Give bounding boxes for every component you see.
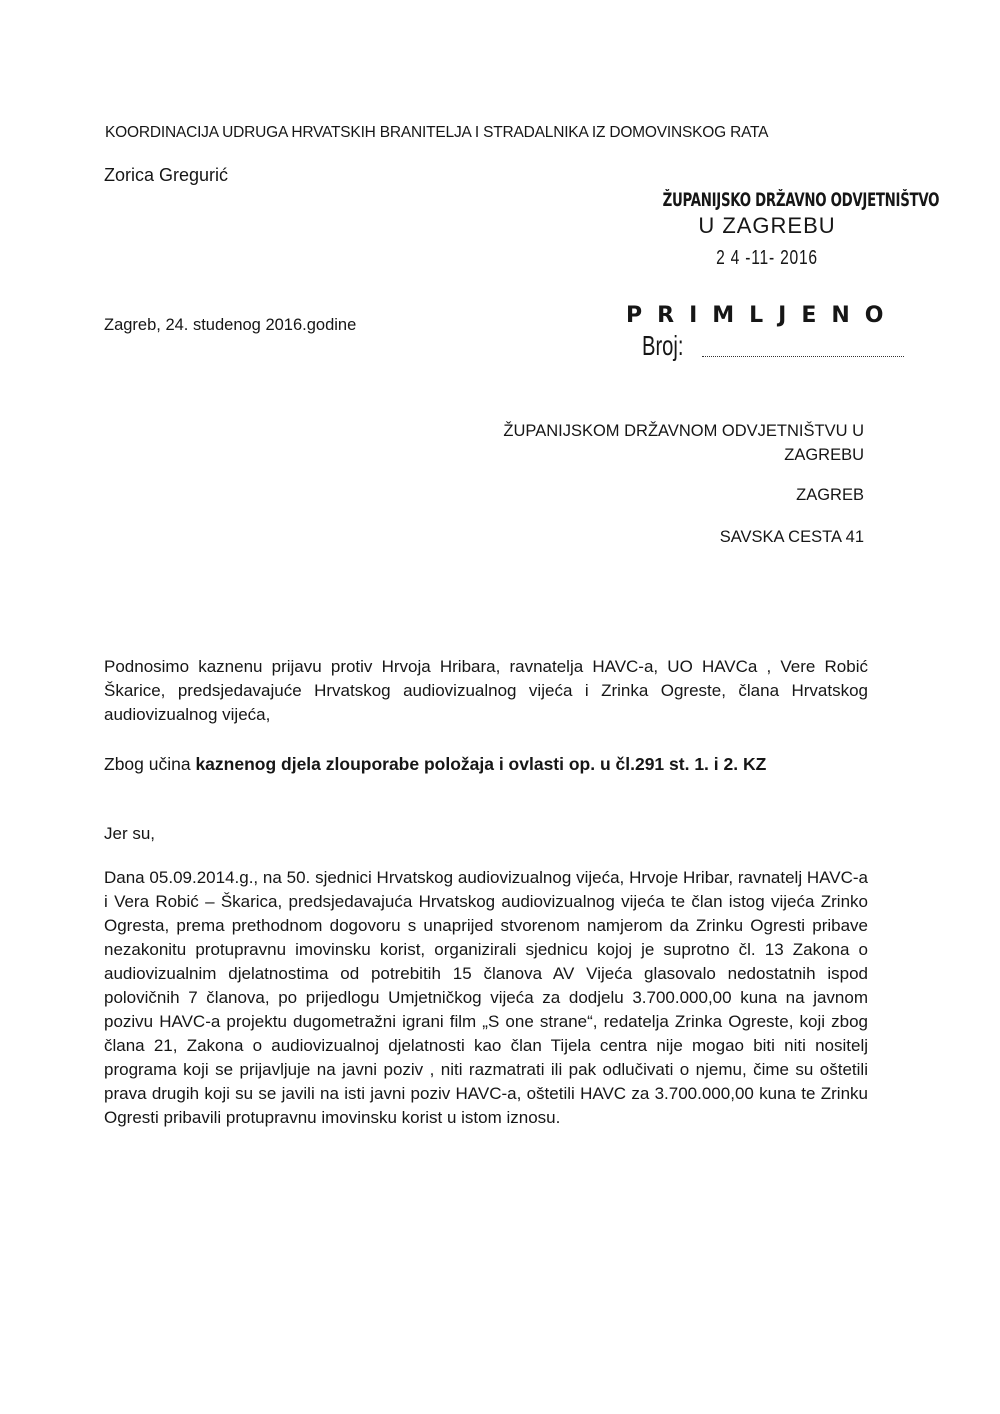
received-stamp bbox=[622, 190, 940, 361]
stamp-broj-line bbox=[702, 356, 904, 357]
recipient-city: ZAGREB bbox=[796, 486, 864, 504]
intro-paragraph: Podnosimo kaznenu prijavu protiv Hrvoja Hribara, ravnatelja HAVC-a, UO HAVCa , Vere Robić Škarice, predsjedavajuće Hrvatskog audiovizualnog vijeća i Zrinka Ogreste, člana Hrvatskog audiovizualnog vijeća, bbox=[104, 657, 868, 724]
stamp-broj-label: Broj: bbox=[642, 330, 684, 361]
charge-prefix: Zbog učina bbox=[104, 754, 196, 774]
recipient-street: SAVSKA CESTA 41 bbox=[719, 528, 864, 546]
stamp-status: PRIMLJENO bbox=[626, 303, 899, 328]
charge-paragraph bbox=[104, 752, 868, 776]
sender-name: Zorica Gregurić bbox=[104, 165, 229, 185]
stamp-office: ŽUPANIJSKO DRŽAVNO ODVJETNIŠTVO bbox=[662, 190, 940, 211]
charge-bold: kaznenog djela zlouporabe položaja i ovlasti op. u čl.291 st. 1. i 2. KZ bbox=[195, 754, 767, 774]
stamp-city: U ZAGREBU bbox=[698, 213, 836, 238]
because-line: Jer su, bbox=[104, 824, 156, 843]
recipient-line-2: ZAGREBU bbox=[784, 446, 864, 464]
details-paragraph: Dana 05.09.2014.g., na 50. sjednici Hrvatskog audiovizualnog vijeća, Hrvoje Hribar, ravnatelj HAVC-a i Vera Robić – Škarica, predsjedavajuća Hrvatskog audiovizualnog vijeća te član istog vijeća Zrinko Ogresta, prema prethodnom dogovoru s unaprijed stvorenom namjerom da Zrinku Ogresti pribave nezakonitu protupravnu imovinsku korist, organizirali sjednicu kojoj je suprotno čl. 13 Zakona o audiovizualnim djelatnostima od potrebitih 15 članova AV Vijeća glasovalo nedostatnih ispod polovičnih 7 članova, po prijedlogu Umjetničkog vijeća za dodjelu 3.700.000,00 kuna na javnom pozivu HAVC-a projektu dugometražni igrani film „S one strane“, redatelja Zrinka Ogreste, koji zbog člana 21, Zakona o audiovizualnoj djelatnosti kao član Tijela centra nije mogao biti niti nositelj programa koji se prijavljuje na javni poziv , niti razmatrati ili pak odlučivati o njemu, čime su oštetili prava drugih koji su se javili na isti javni poziv HAVC-a, oštetili HAVC za 3.700.000,00 kuna te Zrinku Ogresti pribavili protupravnu imovinsku korist u istom iznosu. bbox=[104, 868, 868, 1127]
recipient-line-1: ŽUPANIJSKOM DRŽAVNOM ODVJETNIŠTVU U bbox=[503, 422, 864, 440]
stamp-date: 2 4 -11- 2016 bbox=[716, 247, 818, 269]
date-line: Zagreb, 24. studenog 2016.godine bbox=[104, 316, 357, 334]
organization-header: KOORDINACIJA UDRUGA HRVATSKIH BRANITELJA I STRADALNIKA IZ DOMOVINSKOG RATA bbox=[105, 124, 769, 141]
